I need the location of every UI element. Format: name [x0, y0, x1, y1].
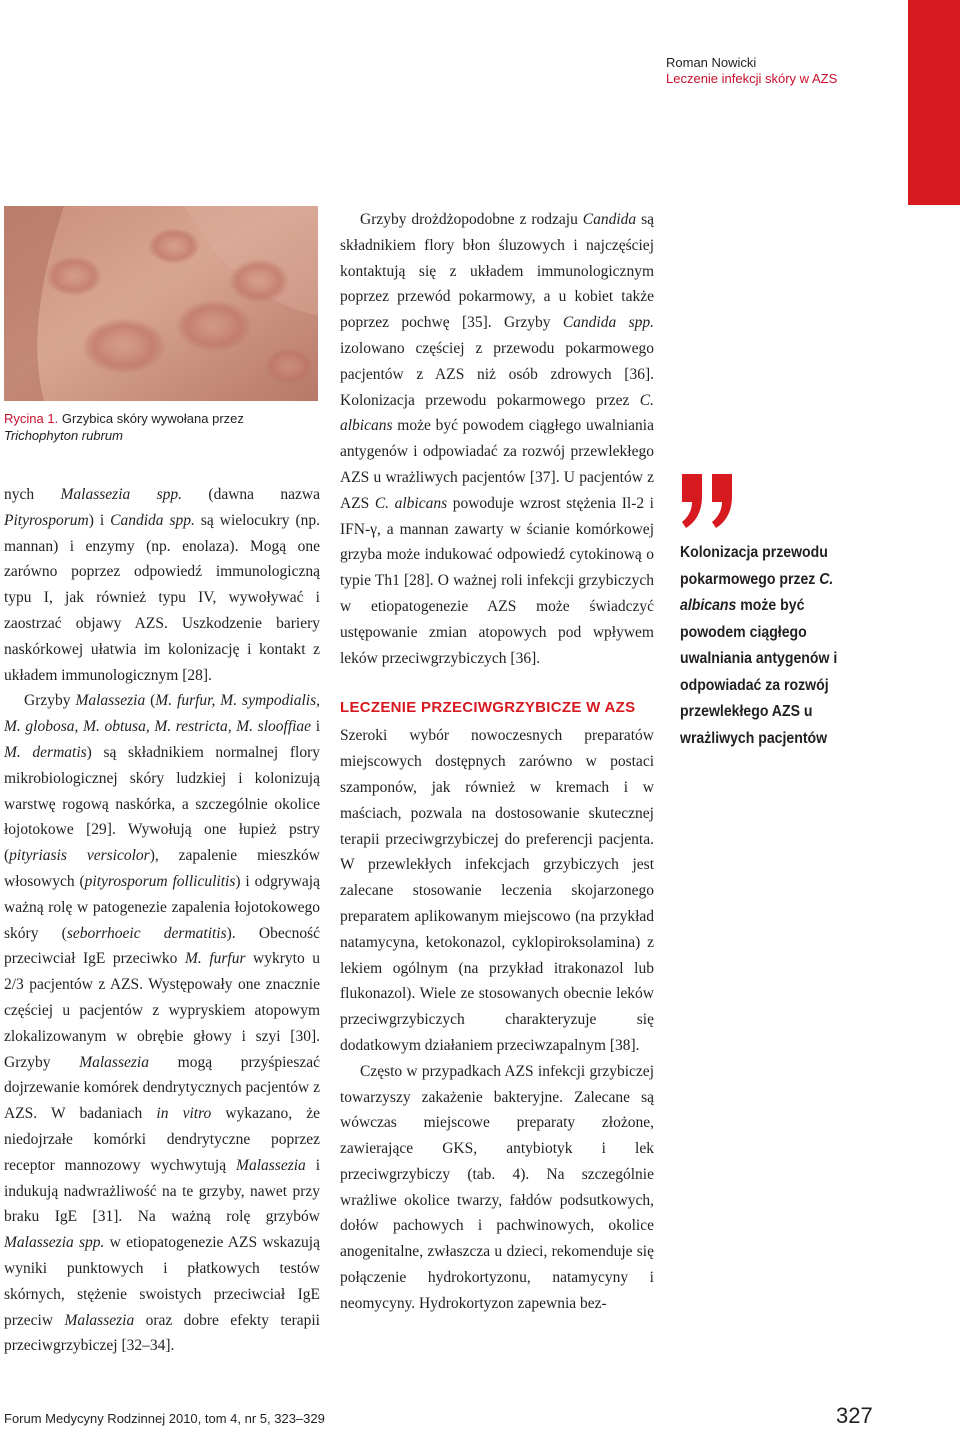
- section-heading: LECZENIE PRZECIWGRZYBICZE W AZS: [340, 699, 636, 717]
- text-run: są wielocukry (np. mannan) i enzymy (np. enolaza). Mogą one zarówno poprzez odpowiedź immunologiczną typu I, jak również typu IV, wywoływać i zaostrzać objawy AZS. Uszkodzenie bariery naskórkowej ułatwia im kolonizację i kontakt z układem immunologicznym [28].: [4, 511, 320, 684]
- paragraph: [4, 688, 320, 1359]
- text-run: Grzyby drożdżopodobne z rodzaju: [360, 211, 583, 228]
- figure-caption-text: Grzybica skóry wywołana przez: [61, 411, 244, 426]
- skin-photo-image: [4, 206, 318, 401]
- text-run: ) i: [88, 511, 111, 529]
- page-number: 327: [836, 1403, 873, 1428]
- italic-term: M. obtusa, M. restricta, M. slooffiae: [83, 718, 312, 736]
- text-run: ,: [74, 718, 84, 736]
- text-run: wykryto u 2/3 pacjentów z AZS. Występowały one znacznie częściej u pacjentów z wypryskiem atopowym zlokalizowanym w obrębie głowy i szyi [30]. Grzyby: [4, 950, 320, 1071]
- text-run: (dawna nazwa: [182, 486, 320, 503]
- italic-term: seborrhoeic dermatitis: [66, 924, 227, 942]
- text-run: wykazano, że niedojrzałe komórki dendrytyczne poprzez receptor mannozowy wychwytują: [4, 1105, 320, 1174]
- text-run: są składnikiem flory błon śluzowych i najczęściej kontaktują się z układem immunologicznym poprzez przewód pokarmowy, a u kobiet także poprzez pochwę [35]. Grzyby: [340, 211, 654, 332]
- pull-quote-text-end: może być powodem ciągłego uwalniania antygenów i odpowiadać za rozwój przewlekłego AZS u wrażliwych pacjentów: [680, 597, 838, 747]
- paragraph: [340, 1059, 654, 1317]
- italic-term: Candida spp.: [110, 511, 195, 529]
- italic-term: C. albicans: [340, 391, 654, 435]
- italic-term: C. albicans: [374, 494, 448, 512]
- figure-label: Rycina 1.: [4, 411, 59, 426]
- text-run: ), zapalenie mieszków włosowych (: [4, 847, 320, 890]
- text-run: Szeroki wybór nowoczesnych preparatów miejscowych dostępnych zarówno w postaci szamponów, jak również w kremach i w maściach, pozwala na dostosowanie skutecznej terapii przeciwgrzybiczej do preferencji pacjenta. W przewlekłych infekcjach grzybiczych jest zalecane stosowanie leczenia skojarzonego preparatem aplikowanym miejscowo (na przykład natamycyna, ketokonazol, cyklopiroksolamina) z lekiem ogólnym (na przykład itrakonazol lub flukonazol). Wiele ze stosowanych obecnie leków przeciwgrzybiczych charakteryzuje się dodatkowym działaniem przeciwzapalnym [38].: [340, 727, 654, 1054]
- italic-term: Candida: [582, 211, 637, 228]
- italic-term: pityriasis versicolor: [9, 847, 150, 865]
- italic-term: M. furfur: [184, 950, 246, 968]
- figure-caption: [4, 410, 304, 444]
- text-run: nych: [4, 486, 61, 503]
- italic-term: Malassezia: [79, 1053, 149, 1071]
- text-run: ) i odgrywają ważną rolę w patogenezie zapalenia łojotokowego skóry (: [4, 872, 320, 942]
- accent-tab: [908, 0, 960, 205]
- text-run: i indukują nadwrażliwość na te grzyby, nawet przy braku IgE [31]. Na ważną rolę grzybów: [4, 1156, 320, 1226]
- text-run: (: [145, 692, 156, 710]
- text-run: może być powodem ciągłego uwalniania antygenów i odpowiadać za rozwój przewlekłego AZS u wrażliwych pacjentów [37]. U pacjentów z AZS: [340, 417, 654, 512]
- paragraph: [4, 482, 320, 688]
- text-run: izolowano częściej z przewodu pokarmowego pacjentów z AZS niż osób zdrowych [36]. Kolonizacja przewodu pokarmowego przez: [340, 339, 654, 409]
- column-left: [4, 482, 320, 1359]
- figure-skin-photo: [4, 206, 318, 401]
- pull-quote-text: Kolonizacja przewodu pokarmowego przez: [680, 544, 828, 588]
- italic-term: Candida spp.: [562, 314, 654, 332]
- header-author: Roman Nowicki: [666, 55, 757, 70]
- figure-caption-species: Trichophyton rubrum: [4, 428, 123, 443]
- pull-quote-species: C. albicans: [680, 570, 834, 614]
- text-run: oraz dobre efekty terapii przeciwgrzybiczej [32–34].: [4, 1311, 320, 1355]
- pull-quote: [680, 540, 874, 752]
- italic-term: M. dermatis: [4, 743, 87, 761]
- text-run: i: [311, 718, 321, 736]
- italic-term: in vitro: [156, 1105, 212, 1123]
- running-header: [666, 55, 837, 87]
- quote-mark-icon: [678, 470, 738, 532]
- text-run: ) są składnikiem normalnej flory mikrobiologicznej skóry ludzkiej i kolonizują warstwę rogową naskórka, a szczególnie okolice łojotokowe [29]. Wywołują one łupież pstry (: [4, 743, 320, 865]
- italic-term: pityrosporum folliculitis: [84, 872, 236, 890]
- text-run: mogą przyśpieszać dojrzewanie komórek dendrytycznych pacjentów z AZS. W badaniach: [4, 1053, 320, 1123]
- italic-term: Malassezia spp.: [4, 1234, 105, 1252]
- text-run: ). Obecność przeciwciał IgE przeciwko: [4, 924, 320, 968]
- text-run: powoduje wzrost stężenia Il-2 i IFN-γ, a mannan zawarty w ścianie komórkowej grzyba może indukować odpowiedź cytokinową o typie Th1 [28]. O ważnej roli infekcji grzybiczych w etiopatogenezie AZS może świadczyć ustępowanie zmian atopowych pod wpływem leków przeciwgrzybiczych [36].: [340, 494, 654, 667]
- text-run: Grzyby: [24, 692, 76, 710]
- footer-journal: Forum Medycyny Rodzinnej 2010, tom 4, nr 5, 323–329: [4, 1411, 325, 1426]
- italic-term: Malassezia spp.: [60, 486, 183, 503]
- paragraph: [340, 207, 654, 671]
- italic-term: M. furfur, M. sympodialis, M. globosa: [4, 692, 320, 736]
- header-title: Leczenie infekcji skóry w AZS: [666, 71, 838, 86]
- paragraph: [340, 723, 654, 1058]
- italic-term: Pityrosporum: [4, 511, 89, 529]
- column-middle: [340, 207, 654, 1317]
- text-run: Często w przypadkach AZS infekcji grzybiczej towarzyszy zakażenie bakteryjne. Zalecane są wówczas miejscowe preparaty złożone, zawierające GKS, antybiotyk i lek przeciwgrzybiczy (tab. 4). Na szczególnie wrażliwe okolice twarzy, fałdów podsutkowych, dołów pachowych i pachwinowych, okolice anogenitalne, zwłaszcza u dzieci, rekomenduje się połączenie hydrokortyzonu, natamycyny i neomycyny. Hydrokortyzon zapewnia bez-: [340, 1062, 654, 1312]
- italic-term: Malassezia: [236, 1156, 306, 1174]
- italic-term: Malassezia: [75, 692, 146, 710]
- text-run: w etiopatogenezie AZS wskazują wyniki punktowych i płatkowych testów skórnych, stężenie swoistych przeciwciał IgE przeciw: [4, 1234, 320, 1329]
- italic-term: Malassezia: [64, 1311, 135, 1329]
